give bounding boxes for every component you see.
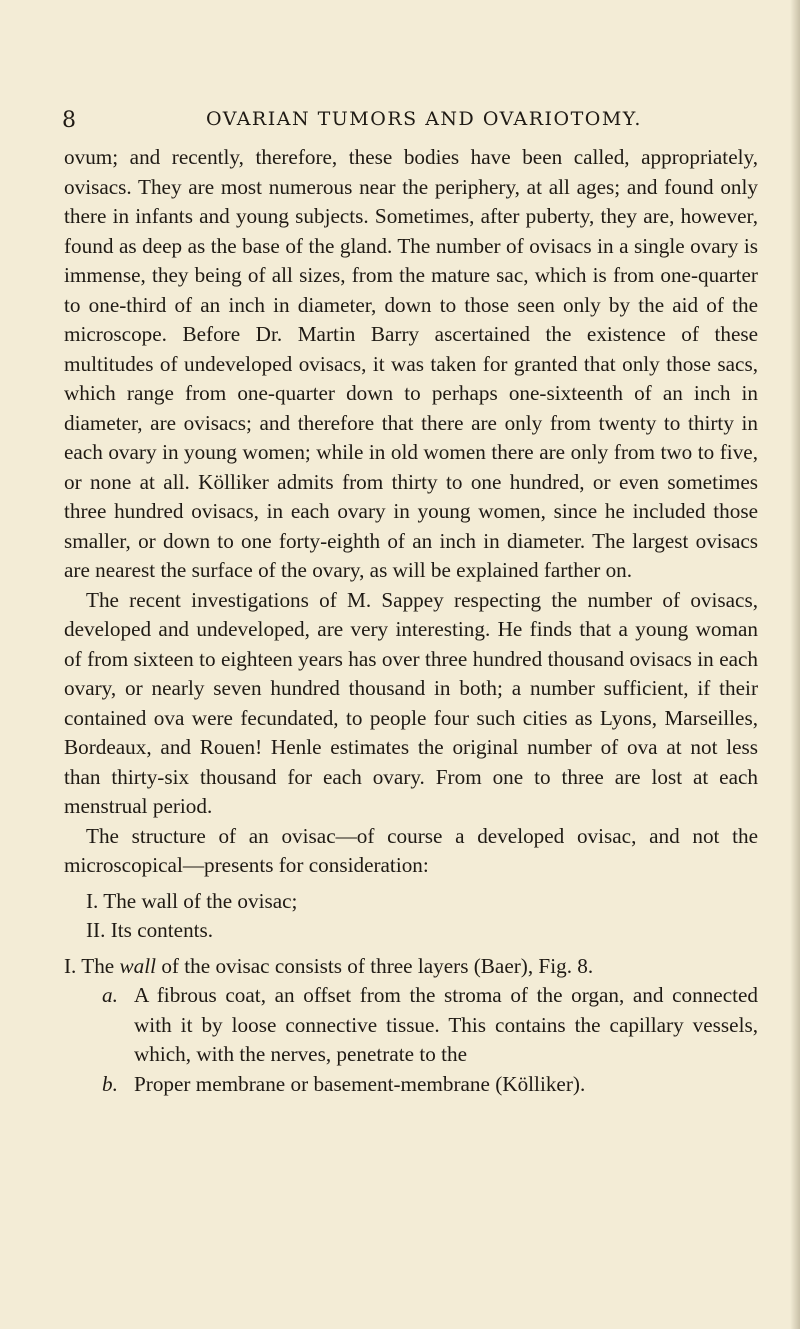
sub-a-text: A fibrous coat, an offset from the stroma of the organ, and connected with it by loose connective tissue. This contains the capillary vessels, which, with the nerves, penetrate to the bbox=[134, 983, 758, 1066]
sub-a-marker: a. bbox=[102, 983, 118, 1007]
structure-list bbox=[64, 887, 758, 946]
list-item: I. The wall of the ovisac; bbox=[86, 888, 298, 913]
wall-intro bbox=[64, 952, 758, 982]
paragraph-3: The structure of an ovisac—of course a developed ovisac, and not the microscopical—presents for consideration: bbox=[64, 823, 758, 877]
sub-b-text: Proper membrane or basement-membrane (Kölliker). bbox=[134, 1071, 586, 1096]
sub-item-b bbox=[64, 1070, 758, 1100]
wall-intro-italic: wall bbox=[119, 953, 157, 978]
sub-b-marker: b. bbox=[102, 1071, 118, 1096]
body-text bbox=[64, 143, 758, 1099]
page-edge-shadow bbox=[790, 0, 800, 1329]
running-head: OVARIAN TUMORS AND OVARIOTOMY. bbox=[206, 108, 642, 130]
wall-intro-prefix: I. The bbox=[64, 953, 120, 978]
paragraph-1: ovum; and recently, therefore, these bodies have been called, appropriately, ovisacs. They are most numerous near the periphery, at all ages; and found only there in infants and young subjects. Sometimes, after puberty, they are, however, found as deep as the base of the gland. The number of ovisacs in a single ovary is immense, they being of all sizes, from the mature sac, which is from one-quarter to one-third of an inch in diameter, down to those seen only by the aid of the microscope. Before Dr. Martin Barry ascertained the existence of these multitudes of undeveloped ovisacs, it was taken for granted that only those sacs, which range from one-quarter down to perhaps one-sixteenth of an inch in diameter, are ovisacs; and therefore that there are only from twenty to thirty in each ovary in young women; while in old women there are only from two to five, or none at all. Kölliker admits from thirty to one hundred, or even sometimes three hundred ovisacs, in each ovary in young women, since he included those smaller, or down to one forty-eighth of an inch in diameter. The largest ovisacs are nearest the surface of the ovary, as will be explained farther on. bbox=[64, 145, 758, 582]
sub-item-a bbox=[64, 981, 758, 1070]
page-number: 8 bbox=[62, 108, 76, 133]
paragraph-2: The recent investigations of M. Sappey respecting the number of ovisacs, developed and undeveloped, are very interesting. He finds that a young woman of from sixteen to eighteen years has over three hundred thousand ovisacs in each ovary, or nearly seven hundred thousand in both; a number sufficient, if their contained ova were fecundated, to people four such cities as Lyons, Marseilles, Bordeaux, and Rouen! Henle estimates the original number of ova at not less than thirty-six thousand for each ovary. From one to three are lost at each menstrual period. bbox=[64, 587, 758, 818]
page-header bbox=[62, 108, 758, 138]
wall-intro-suffix: of the ovisac consists of three layers (Baer), Fig. 8. bbox=[156, 953, 594, 978]
list-item: II. Its contents. bbox=[86, 918, 214, 942]
wall-section bbox=[64, 952, 758, 1100]
